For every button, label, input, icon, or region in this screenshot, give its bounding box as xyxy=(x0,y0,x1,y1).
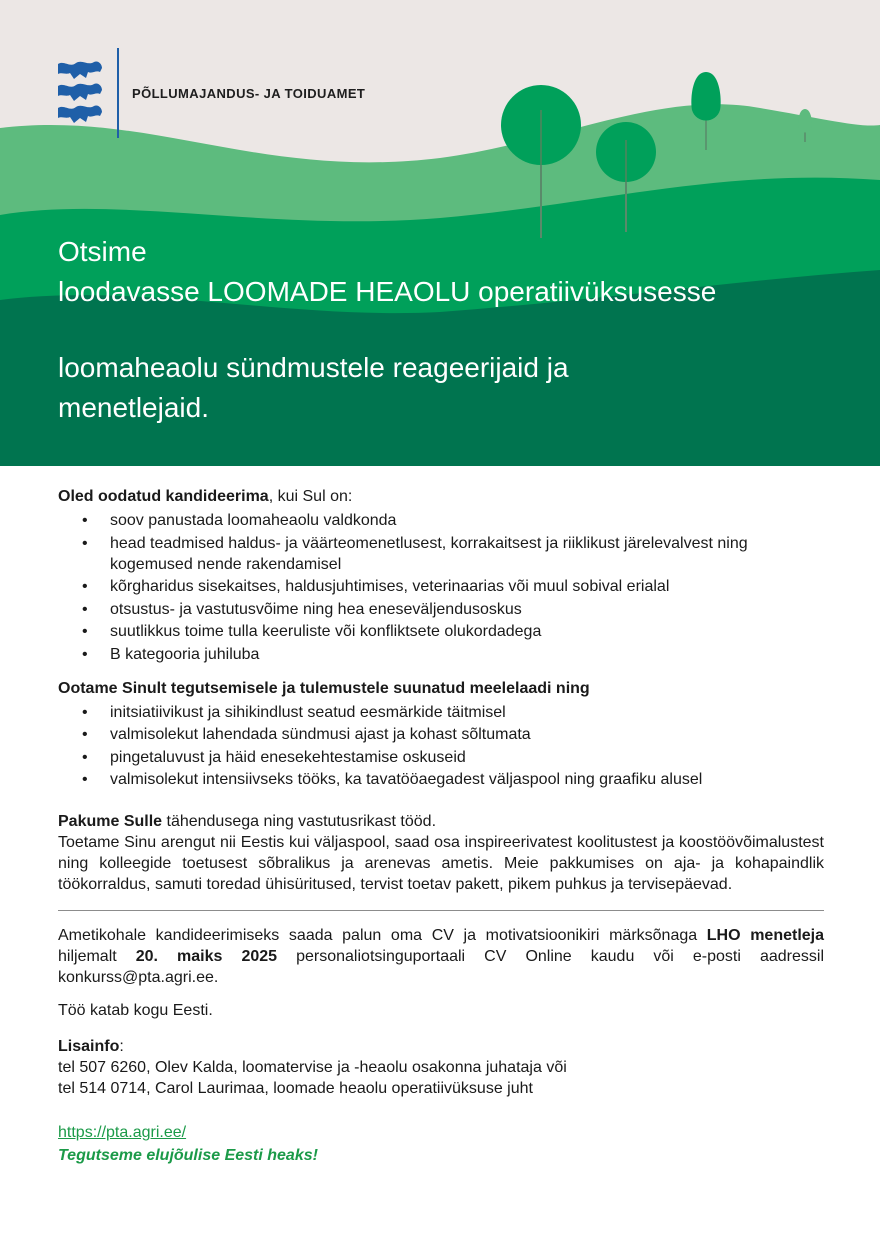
contact-line: tel 507 6260, Olev Kalda, loomatervise ja -heaolu osakonna juhataja või xyxy=(58,1059,567,1076)
work-location: Töö katab kogu Eesti. xyxy=(58,1002,213,1019)
contact-label: Lisainfo: xyxy=(58,1038,124,1055)
list-item: • head teadmised haldus- ja väärteomenetlusest, korrakaitsest ja riiklikust järelevalvest ning kogemused nende rakendamisel xyxy=(110,533,824,575)
list-item: • valmisolekut lahendada sündmusi ajast ja kohast sõltumata xyxy=(110,724,824,745)
section-divider xyxy=(58,910,824,911)
website-link-row xyxy=(58,1122,824,1143)
slogan: Tegutseme elujõulise Eesti heaks! xyxy=(58,1147,318,1164)
coat-of-arms-logo xyxy=(56,60,104,126)
list-item: • pingetaluvust ja häid enesekehtestamise oskuseid xyxy=(110,747,824,768)
headline-line: loomaheaolu sündmustele reageerijaid ja xyxy=(58,352,569,383)
offer-heading: Pakume Sulle tähendusega ning vastutusrikast tööd. xyxy=(58,813,437,830)
requirements-intro: Oled oodatud kandideerima, kui Sul on: xyxy=(58,488,353,505)
offer-body: Toetame Sinu arengut nii Eestis kui väljaspool, saad osa inspireerivatest koolitustest ja koostöövõimalustest ning kolleegide toetusest sõbralikus ja arenevas ametis. Meie pakkumises on aja- ja kohapaindlik töökorraldus, samuti toredad ühisüritused, tervist toetav pakett, pikem puhkus ja tervisepäevad. xyxy=(58,834,824,893)
logo-divider xyxy=(117,48,119,138)
headline-line: Otsime xyxy=(58,236,147,267)
application-instructions: Ametikohale kandideerimiseks saada palun oma CV ja motivatsioonikiri märksõnaga LHO menetleja hiljemalt 20. maiks 2025 personaliotsinguportaali CV Online kaudu või e-posti aadressil konkurss@pta.agri.ee. xyxy=(58,927,825,986)
header-banner xyxy=(0,0,880,466)
list-item: • valmisolekut intensiivseks tööks, ka tavatööaegadest väljaspool ning graafiku alusel xyxy=(110,769,824,790)
list-item: • otsustus- ja vastutusvõime ning hea eneseväljendusoskus xyxy=(110,599,824,620)
headline-line: menetlejaid. xyxy=(58,392,209,423)
list-item: • soov panustada loomaheaolu valdkonda xyxy=(110,510,824,531)
requirements-list xyxy=(58,510,824,665)
organization-name: PÕLLUMAJANDUS- JA TOIDUAMET xyxy=(132,86,366,101)
headline xyxy=(58,232,838,428)
list-item: • B kategooria juhiluba xyxy=(110,644,824,665)
list-item: • initsiatiivikust ja sihikindlust seatud eesmärkide täitmisel xyxy=(110,702,824,723)
job-ad-body xyxy=(58,486,824,1166)
list-item: • kõrgharidus sisekaitses, haldusjuhtimises, veterinaarias või muul sobival erialal xyxy=(110,576,824,597)
mindset-title: Ootame Sinult tegutsemisele ja tulemustele suunatud meelelaadi ning xyxy=(58,679,590,697)
list-item: • suutlikkus toime tulla keeruliste või konfliktsete olukordadega xyxy=(110,621,824,642)
contact-line: tel 514 0714, Carol Laurimaa, loomade heaolu operatiivüksuse juht xyxy=(58,1080,533,1097)
mindset-list xyxy=(58,702,824,791)
headline-line: loodavasse LOOMADE HEAOLU operatiivüksusesse xyxy=(58,276,717,307)
website-link[interactable]: https://pta.agri.ee/ xyxy=(58,1124,187,1141)
